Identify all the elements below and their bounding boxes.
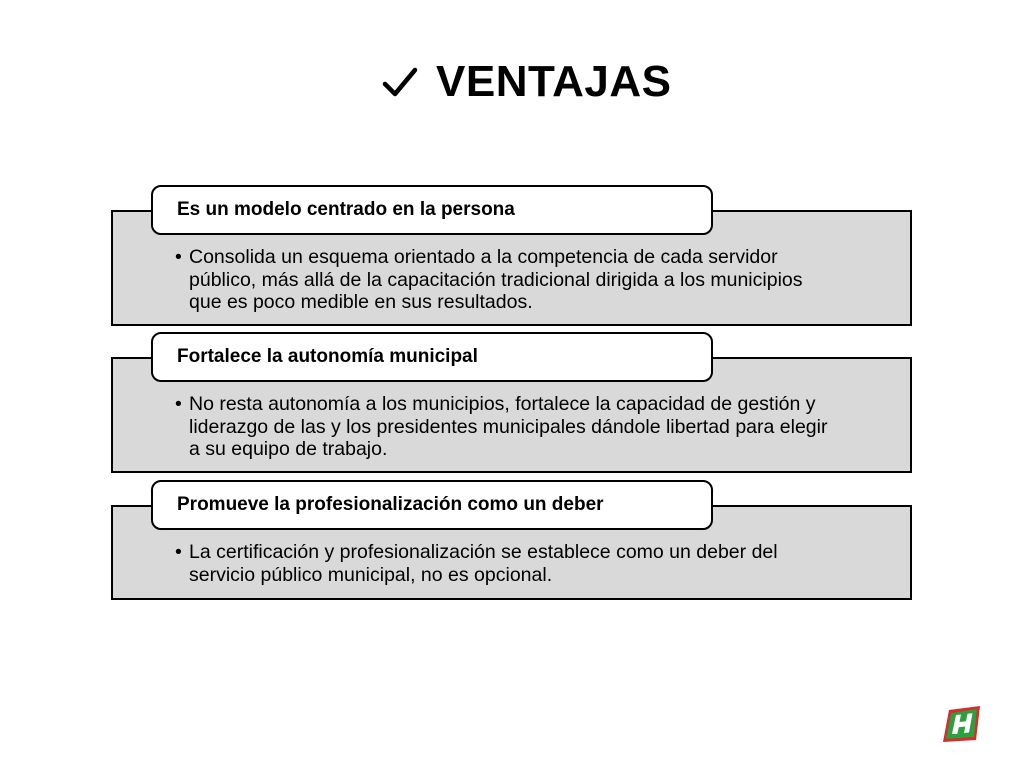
- card-text: Consolida un esquema orientado a la competencia de cada servidor público, más allá de la capacitación tradicional dirigida a los municipios que es poco medible en sus resultados.: [189, 246, 803, 313]
- card-body: [175, 541, 840, 586]
- card-text: No resta autonomía a los municipios, fortalece la capacidad de gestión y liderazgo de las y los presidentes municipales dándole libertad para elegir a su equipo de trabajo.: [189, 393, 828, 460]
- bullet: •: [175, 246, 182, 268]
- card-heading-persona: Es un modelo centrado en la persona: [151, 185, 713, 235]
- card-heading-profesionalizacion: Promueve la profesionalización como un deber: [151, 480, 713, 530]
- card-heading-autonomia: Fortalece la autonomía municipal: [151, 332, 713, 382]
- bullet: •: [175, 393, 182, 415]
- slide-title: [380, 52, 671, 112]
- card-body: [175, 246, 840, 314]
- h-logo-icon: [940, 704, 984, 744]
- card-body: [175, 393, 840, 461]
- card-text: La certificación y profesionalización se establece como un deber del servicio público municipal, no es opcional.: [189, 541, 778, 586]
- checkmark-icon: [380, 62, 420, 102]
- bullet: •: [175, 541, 182, 563]
- title-text: VENTAJAS: [436, 57, 672, 106]
